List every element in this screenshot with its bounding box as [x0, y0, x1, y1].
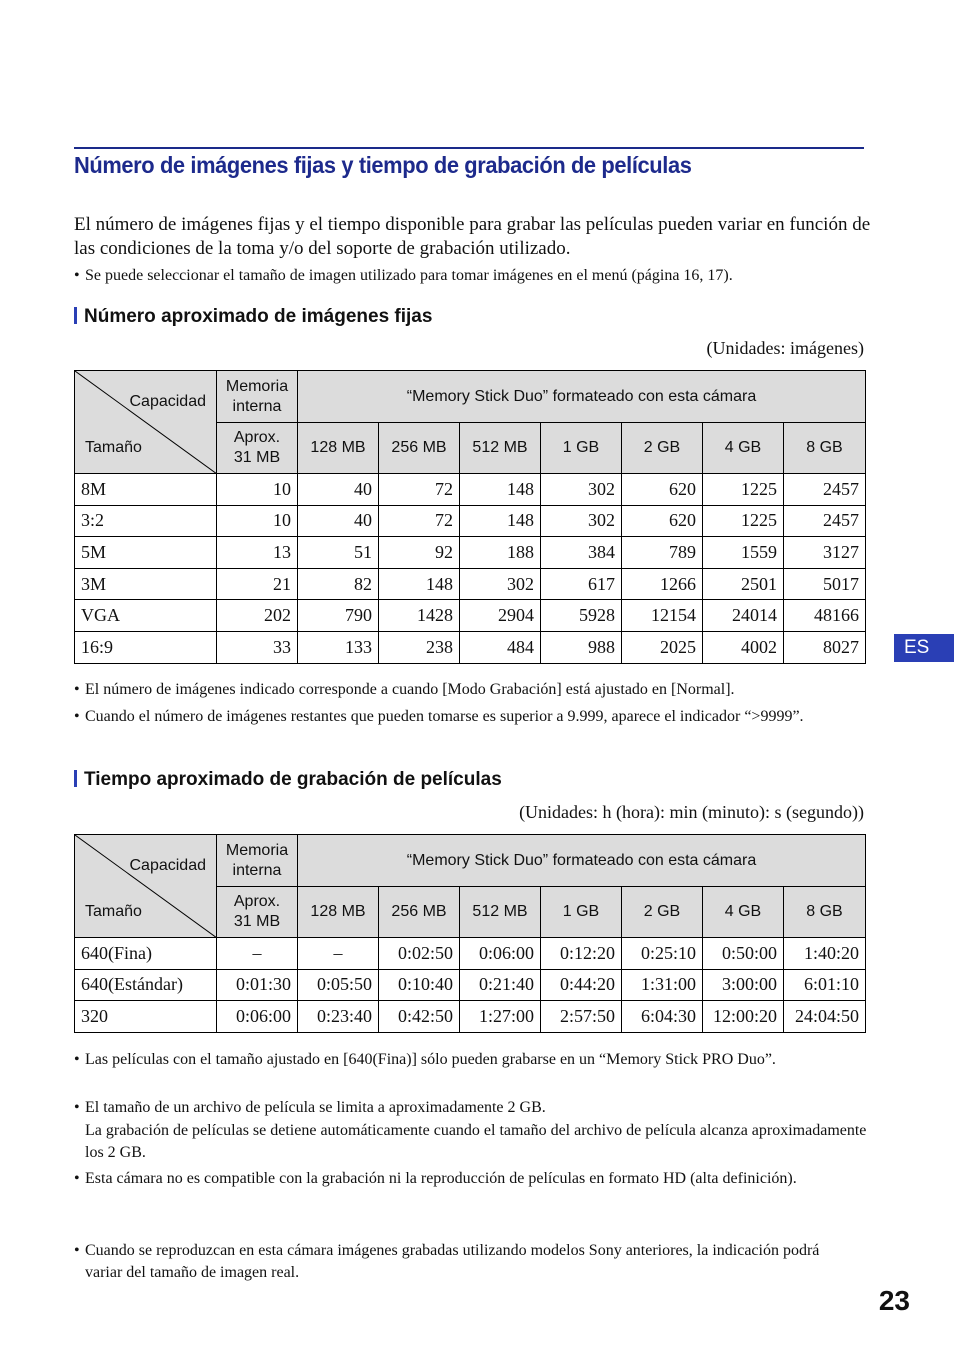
table-cell: 133 [298, 631, 379, 663]
table-cell: 188 [460, 537, 541, 569]
section1-note-text: El número de imágenes indicado corresponde a cuando [Modo Grabación] está ajustado en [Normal]. [85, 681, 735, 698]
heading-bar [74, 307, 77, 324]
table-cell: 51 [298, 537, 379, 569]
table-row [75, 568, 866, 600]
bullet: • [74, 267, 80, 284]
header-cap-1gb: 1 GB [541, 423, 622, 474]
bullet: • [74, 681, 80, 698]
table-cell: 10 [217, 505, 298, 537]
table-cell: 148 [460, 505, 541, 537]
bullet: • [74, 1099, 80, 1116]
table-cell: 24014 [703, 600, 784, 632]
section2-note [74, 1168, 834, 1190]
corner-diagonal [75, 371, 217, 474]
table-cell: 1225 [703, 505, 784, 537]
table-cell: 10 [217, 474, 298, 506]
section1-note-text: Cuando el número de imágenes restantes que pueden tomarse es superior a 9.999, aparece el indicador “>9999”. [85, 708, 804, 725]
table-cell: 5928 [541, 600, 622, 632]
table-cell: 0:25:10 [622, 938, 703, 970]
section2-note-text: Cuando se reproduzcan en esta cámara imágenes grabadas utilizando modelos Sony anteriores, la indicación podrá variar del tamaño de imagen real. [85, 1242, 820, 1281]
header-cap-8gb: 8 GB [784, 887, 866, 938]
table-cell: 13 [217, 537, 298, 569]
table-cell: 620 [622, 505, 703, 537]
table-cell: 12:00:20 [703, 1001, 784, 1033]
row-size-label: 3M [75, 568, 217, 600]
table-cell: 0:05:50 [298, 969, 379, 1001]
row-size-label: 320 [75, 1001, 217, 1033]
table-cell: 620 [622, 474, 703, 506]
section2-note-continuation [74, 1120, 874, 1164]
table-cell: 4002 [703, 631, 784, 663]
table-cell: 2:57:50 [541, 1001, 622, 1033]
table-cell: 5017 [784, 568, 866, 600]
table-cell: 3127 [784, 537, 866, 569]
table-cell: 0:10:40 [379, 969, 460, 1001]
table-row [75, 938, 866, 970]
table-cell: – [217, 938, 298, 970]
table-cell: 0:23:40 [298, 1001, 379, 1033]
table-cell: 1:40:20 [784, 938, 866, 970]
table-cell: 40 [298, 474, 379, 506]
table-cell: 0:01:30 [217, 969, 298, 1001]
header-cap-128mb: 128 MB [298, 423, 379, 474]
section2-note [74, 1049, 854, 1071]
table-cell: 1225 [703, 474, 784, 506]
header-capacidad: Capacidad [129, 393, 206, 410]
table-cell: 12154 [622, 600, 703, 632]
table-cell: 33 [217, 631, 298, 663]
table-cell: 0:21:40 [460, 969, 541, 1001]
table-cell: 0:50:00 [703, 938, 784, 970]
table-row [75, 537, 866, 569]
header-memoria-interna: Memoria interna [217, 835, 298, 887]
table-row [75, 600, 866, 632]
table-cell: 484 [460, 631, 541, 663]
table-cell: 148 [460, 474, 541, 506]
bullet: • [74, 1051, 80, 1068]
table-cell: 384 [541, 537, 622, 569]
section2-note-text: El tamaño de un archivo de película se limita a aproximadamente 2 GB. [85, 1099, 546, 1116]
row-size-label: 640(Fina) [75, 938, 217, 970]
header-memoria-interna: Memoria interna [217, 371, 298, 423]
table-cell: 148 [379, 568, 460, 600]
still-images-body [75, 474, 866, 664]
header-cap-2gb: 2 GB [622, 887, 703, 938]
section2-units: (Unidades: h (hora): min (minuto): s (segundo)) [519, 802, 864, 822]
header-cap-128mb: 128 MB [298, 887, 379, 938]
header-aprox: Aprox. 31 MB [217, 887, 298, 938]
header-cap-2gb: 2 GB [622, 423, 703, 474]
bullet: • [74, 708, 80, 725]
header-aprox: Aprox. 31 MB [217, 423, 298, 474]
header-capacidad: Capacidad [129, 857, 206, 874]
header-memory-stick: “Memory Stick Duo” formateado con esta cámara [298, 371, 866, 423]
section1-heading-text: Número aproximado de imágenes fijas [84, 306, 433, 327]
table-cell: 2457 [784, 505, 866, 537]
table-cell: 24:04:50 [784, 1001, 866, 1033]
header-cap-8gb: 8 GB [784, 423, 866, 474]
table-row [75, 474, 866, 506]
section2-note-text: Las películas con el tamaño ajustado en [640(Fina)] sólo pueden grabarse en un “Memory Stick PRO Duo”. [85, 1051, 776, 1068]
table-cell: 1:31:00 [622, 969, 703, 1001]
table-cell: 0:06:00 [217, 1001, 298, 1033]
table-row [75, 505, 866, 537]
table-cell: 3:00:00 [703, 969, 784, 1001]
bullet: • [74, 1170, 80, 1187]
heading-bar [74, 770, 77, 787]
table-cell: 72 [379, 474, 460, 506]
table-cell: 1428 [379, 600, 460, 632]
movie-time-body [75, 938, 866, 1033]
section2-note [74, 1240, 834, 1284]
page-number: 23 [878, 1285, 910, 1316]
table-cell: 988 [541, 631, 622, 663]
header-cap-4gb: 4 GB [703, 423, 784, 474]
section1-note [74, 679, 874, 701]
section1-heading [74, 306, 432, 328]
header-memory-stick: “Memory Stick Duo” formateado con esta cámara [298, 835, 866, 887]
row-size-label: 8M [75, 474, 217, 506]
table-cell: 21 [217, 568, 298, 600]
table-cell: 790 [298, 600, 379, 632]
bullet: • [74, 1242, 80, 1259]
header-cap-1gb: 1 GB [541, 887, 622, 938]
table-cell: 2904 [460, 600, 541, 632]
table-cell: 238 [379, 631, 460, 663]
header-cap-4gb: 4 GB [703, 887, 784, 938]
table-corner-header [75, 835, 217, 938]
table-cell: 8027 [784, 631, 866, 663]
table-cell: 302 [460, 568, 541, 600]
row-size-label: VGA [75, 600, 217, 632]
table-cell: 202 [217, 600, 298, 632]
still-images-table [74, 370, 866, 664]
table-cell: 0:12:20 [541, 938, 622, 970]
table-cell: 302 [541, 474, 622, 506]
table-row [75, 1001, 866, 1033]
table-cell: 40 [298, 505, 379, 537]
table-cell: 0:44:20 [541, 969, 622, 1001]
table-cell: 6:04:30 [622, 1001, 703, 1033]
header-tamano: Tamaño [85, 439, 142, 456]
row-size-label: 640(Estándar) [75, 969, 217, 1001]
intro-note-text: Se puede seleccionar el tamaño de imagen utilizado para tomar imágenes en el menú (página 16, 17). [85, 267, 733, 284]
intro-paragraph: El número de imágenes fijas y el tiempo disponible para grabar las películas pueden variar en función de las condiciones de la toma y/o del soporte de grabación utilizado. [74, 214, 871, 259]
table-cell: 6:01:10 [784, 969, 866, 1001]
table-cell: 2457 [784, 474, 866, 506]
page-title: Número de imágenes fijas y tiempo de grabación de películas [74, 152, 692, 178]
section2-heading [74, 769, 502, 791]
intro-note [74, 265, 874, 287]
movie-time-table [74, 834, 866, 1033]
section1-note [74, 706, 854, 728]
table-cell: 72 [379, 505, 460, 537]
corner-diagonal [75, 835, 217, 938]
table-cell: 0:02:50 [379, 938, 460, 970]
table-cell: – [298, 938, 379, 970]
table-cell: 302 [541, 505, 622, 537]
table-cell: 1559 [703, 537, 784, 569]
table-cell: 92 [379, 537, 460, 569]
table-corner-header [75, 371, 217, 474]
table-cell: 1:27:00 [460, 1001, 541, 1033]
header-cap-512mb: 512 MB [460, 887, 541, 938]
table-row [75, 969, 866, 1001]
table-cell: 789 [622, 537, 703, 569]
row-size-label: 5M [75, 537, 217, 569]
header-cap-256mb: 256 MB [379, 423, 460, 474]
header-tamano: Tamaño [85, 903, 142, 920]
section1-units: (Unidades: imágenes) [706, 338, 864, 358]
section2-heading-text: Tiempo aproximado de grabación de películas [84, 769, 502, 790]
table-cell: 48166 [784, 600, 866, 632]
table-cell: 82 [298, 568, 379, 600]
table-cell: 1266 [622, 568, 703, 600]
title-rule [74, 147, 864, 149]
table-cell: 0:42:50 [379, 1001, 460, 1033]
section2-note-text: La grabación de películas se detiene automáticamente cuando el tamaño del archivo de película alcanza aproximadamente los 2 GB. [85, 1122, 867, 1161]
table-row [75, 631, 866, 663]
section2-note [74, 1097, 874, 1119]
section2-note-text: Esta cámara no es compatible con la grabación ni la reproducción de películas en formato HD (alta definición). [85, 1170, 797, 1187]
language-tab: ES [894, 634, 954, 662]
row-size-label: 3:2 [75, 505, 217, 537]
table-cell: 0:06:00 [460, 938, 541, 970]
header-cap-256mb: 256 MB [379, 887, 460, 938]
row-size-label: 16:9 [75, 631, 217, 663]
header-cap-512mb: 512 MB [460, 423, 541, 474]
table-cell: 2025 [622, 631, 703, 663]
table-cell: 2501 [703, 568, 784, 600]
table-cell: 617 [541, 568, 622, 600]
